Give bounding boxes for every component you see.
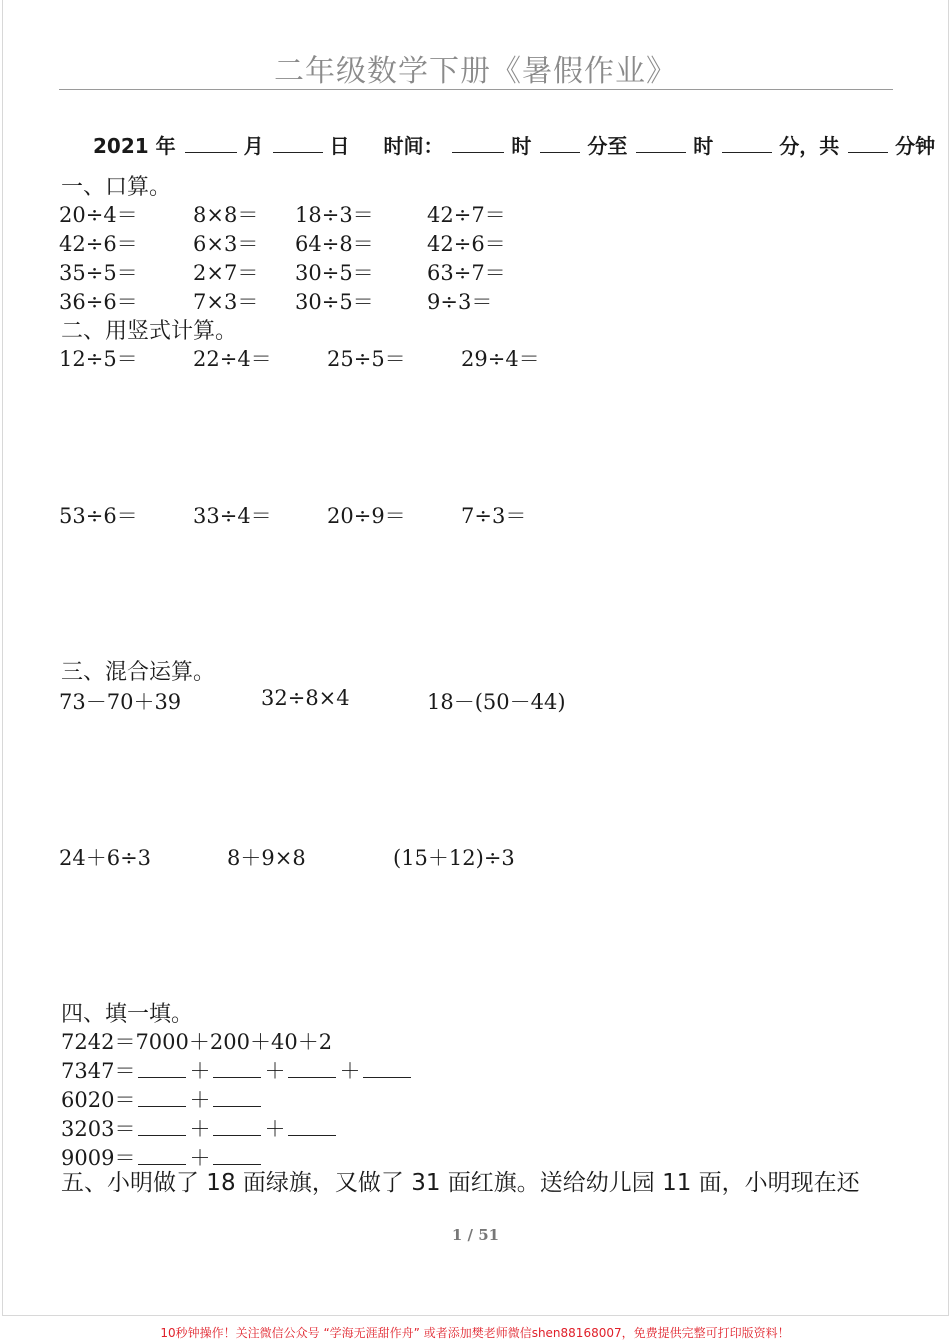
page-title: 二年级数学下册《暑假作业》 [274, 54, 677, 89]
minutes-label: 分钟 [895, 134, 936, 158]
section4-heading: 四、填一填。 [61, 1002, 194, 1027]
vertical-problem: 7÷3＝ [461, 504, 527, 528]
plus-sign: ＋ [264, 1117, 286, 1141]
promo-footer: 10秒钟操作！关注微信公众号 “学海无涯甜作舟” 或者添加樊老师微信shen88168007，免费提供完整可打印版资料！ [160, 1326, 790, 1340]
oral-problem: 30÷5＝ [295, 261, 374, 285]
date-time-line [93, 130, 937, 159]
answer-blank[interactable] [138, 1115, 186, 1136]
fill-number: 6020＝ [61, 1088, 136, 1112]
mixed-problem: (15＋12)÷3 [393, 846, 515, 870]
worksheet-page [2, 0, 949, 1316]
answer-blank[interactable] [138, 1057, 186, 1078]
oral-problem: 6×3＝ [193, 232, 259, 256]
section3-heading: 三、混合运算。 [61, 660, 216, 685]
plus-sign: ＋ [189, 1146, 211, 1170]
mixed-problem: 73－70＋39 [59, 690, 182, 714]
oral-problem: 42÷6＝ [427, 232, 506, 256]
oral-problem: 7×3＝ [193, 290, 259, 314]
minute-total-label: 分，共 [779, 134, 840, 158]
oral-problem: 20÷4＝ [59, 203, 138, 227]
word-problem: 五、小明做了 18 面绿旗，又做了 31 面红旗。送给幼儿园 11 面，小明现在还 [61, 1170, 860, 1196]
oral-problem: 42÷7＝ [427, 203, 506, 227]
answer-blank[interactable] [213, 1115, 261, 1136]
answer-blank[interactable] [213, 1057, 261, 1078]
oral-problem: 30÷5＝ [295, 290, 374, 314]
mixed-problem: 8＋9×8 [227, 846, 306, 870]
fill-item [61, 1113, 339, 1143]
mixed-problem: 18－(50－44) [427, 690, 566, 714]
oral-problem: 63÷7＝ [427, 261, 506, 285]
vertical-problem: 29÷4＝ [461, 347, 540, 371]
start-hour-blank [452, 134, 504, 153]
plus-sign: ＋ [339, 1059, 361, 1083]
fill-number: 9009＝ [61, 1146, 136, 1170]
plus-sign: ＋ [189, 1059, 211, 1083]
oral-problem: 36÷6＝ [59, 290, 138, 314]
oral-problem: 9÷3＝ [427, 290, 493, 314]
page-number: 1 / 51 [451, 1226, 500, 1244]
time-label: 时间： [383, 134, 444, 158]
answer-blank[interactable] [288, 1115, 336, 1136]
fill-number: 3203＝ [61, 1117, 136, 1141]
answer-blank[interactable] [213, 1086, 261, 1107]
fill-item [61, 1055, 414, 1085]
fill-example: 7242＝7000＋200＋40＋2 [61, 1030, 333, 1054]
vertical-problem: 53÷6＝ [59, 504, 138, 528]
day-label: 日 [329, 134, 350, 158]
day-blank [273, 134, 323, 153]
vertical-problem: 22÷4＝ [193, 347, 272, 371]
oral-problem: 2×7＝ [193, 261, 259, 285]
answer-blank[interactable] [363, 1057, 411, 1078]
oral-problem: 64÷8＝ [295, 232, 374, 256]
oral-problem: 35÷5＝ [59, 261, 138, 285]
plus-sign: ＋ [189, 1117, 211, 1141]
month-blank [185, 134, 237, 153]
title-divider [59, 89, 893, 90]
oral-problem: 18÷3＝ [295, 203, 374, 227]
vertical-problem: 33÷4＝ [193, 504, 272, 528]
end-minute-blank [722, 134, 772, 153]
end-hour-blank [636, 134, 686, 153]
fill-item [61, 1084, 264, 1114]
section1-heading: 一、口算。 [61, 175, 172, 200]
answer-blank[interactable] [288, 1057, 336, 1078]
section2-heading: 二、用竖式计算。 [61, 319, 238, 344]
plus-sign: ＋ [189, 1088, 211, 1112]
vertical-problem: 25÷5＝ [327, 347, 406, 371]
vertical-problem: 12÷5＝ [59, 347, 138, 371]
answer-blank[interactable] [138, 1144, 186, 1165]
month-label: 月 [243, 134, 264, 158]
mixed-problem: 32÷8×4 [261, 686, 350, 710]
start-minute-blank [540, 134, 580, 153]
mixed-problem: 24＋6÷3 [59, 846, 152, 870]
vertical-problem: 20÷9＝ [327, 504, 406, 528]
answer-blank[interactable] [138, 1086, 186, 1107]
total-minutes-blank [848, 134, 888, 153]
minute-to-label: 分至 [587, 134, 628, 158]
oral-problem: 42÷6＝ [59, 232, 138, 256]
year-label: 2021 年 [93, 134, 176, 158]
answer-blank[interactable] [213, 1144, 261, 1165]
oral-problem: 8×8＝ [193, 203, 259, 227]
fill-number: 7347＝ [61, 1059, 136, 1083]
hour-label-2: 时 [693, 134, 714, 158]
plus-sign: ＋ [264, 1059, 286, 1083]
hour-label-1: 时 [511, 134, 532, 158]
